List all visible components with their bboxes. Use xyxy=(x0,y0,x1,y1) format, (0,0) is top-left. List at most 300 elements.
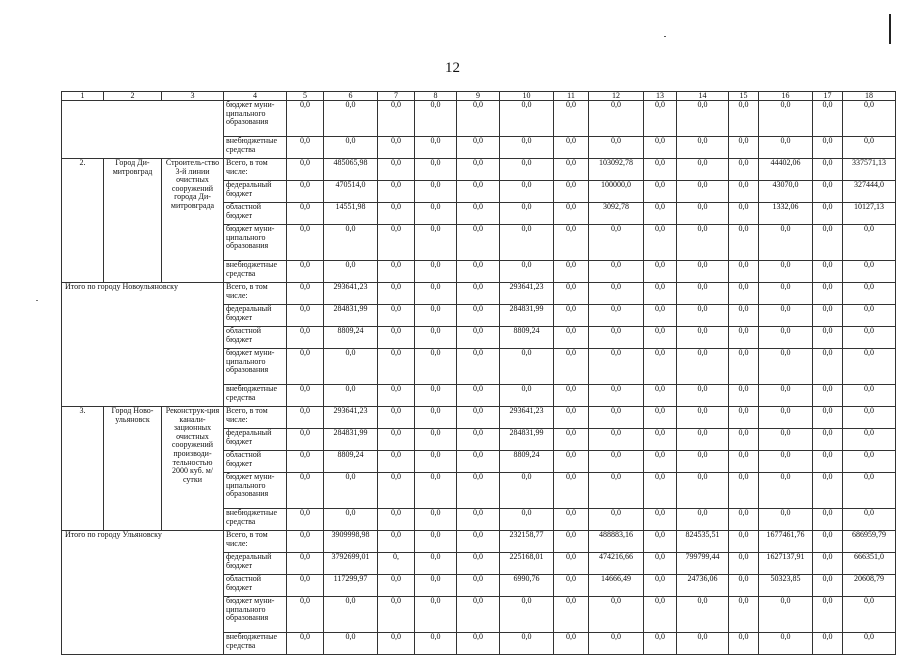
value-cell: 0,0 xyxy=(457,181,500,203)
value-cell: 0,0 xyxy=(644,451,677,473)
value-cell: 0,0 xyxy=(813,575,843,597)
table-row xyxy=(62,407,896,429)
value-cell: 0,0 xyxy=(500,159,554,181)
value-cell: 0,0 xyxy=(378,633,415,655)
column-number: 4 xyxy=(224,92,287,101)
value-cell: 0,0 xyxy=(415,407,457,429)
value-cell: 6990,76 xyxy=(500,575,554,597)
item-project: Строитель-ство 3-й линии очистных сооружений города Ди-митровграда xyxy=(162,159,224,283)
value-cell: 10127,13 xyxy=(843,203,896,225)
item-project: Реконструк-ция канали-зационных очистных сооружений производи-тельностью 2000 куб. м/сутки xyxy=(162,407,224,531)
value-cell: 0,0 xyxy=(378,349,415,385)
value-cell: 0,0 xyxy=(589,225,644,261)
column-number: 6 xyxy=(324,92,378,101)
value-cell: 0,0 xyxy=(813,385,843,407)
value-cell: 0,0 xyxy=(554,451,589,473)
value-cell: 0,0 xyxy=(644,327,677,349)
value-cell: 0,0 xyxy=(554,633,589,655)
value-cell: 0,0 xyxy=(677,159,729,181)
value-cell: 0,0 xyxy=(813,531,843,553)
value-cell: 0,0 xyxy=(457,597,500,633)
value-cell: 0,0 xyxy=(729,101,759,137)
value-cell: 0,0 xyxy=(457,349,500,385)
value-cell: 0,0 xyxy=(729,531,759,553)
value-cell: 0,0 xyxy=(287,385,324,407)
value-cell: 0,0 xyxy=(554,575,589,597)
funding-source: федеральный бюджет xyxy=(224,553,287,575)
page-edge-mark xyxy=(889,14,891,44)
value-cell: 0,0 xyxy=(378,451,415,473)
value-cell: 0,0 xyxy=(813,137,843,159)
scan-speck xyxy=(664,36,666,37)
value-cell: 0,0 xyxy=(378,203,415,225)
group-total-title: Итого по городу Новоульяновску xyxy=(62,283,224,407)
value-cell: 0,0 xyxy=(677,385,729,407)
value-cell: 293641,23 xyxy=(500,283,554,305)
value-cell: 0,0 xyxy=(729,553,759,575)
value-cell: 0,0 xyxy=(457,473,500,509)
value-cell: 0,0 xyxy=(457,509,500,531)
value-cell: 0,0 xyxy=(287,225,324,261)
value-cell: 0,0 xyxy=(378,159,415,181)
value-cell: 0,0 xyxy=(457,305,500,327)
value-cell: 0,0 xyxy=(677,203,729,225)
funding-source: областной бюджет xyxy=(224,451,287,473)
value-cell: 0,0 xyxy=(457,283,500,305)
value-cell: 0,0 xyxy=(813,553,843,575)
value-cell: 0,0 xyxy=(729,575,759,597)
value-cell: 0,0 xyxy=(589,327,644,349)
value-cell: 0,0 xyxy=(287,261,324,283)
column-number: 15 xyxy=(729,92,759,101)
value-cell: 0,0 xyxy=(677,597,729,633)
value-cell: 0,0 xyxy=(729,407,759,429)
value-cell: 43070,0 xyxy=(759,181,813,203)
value-cell: 0,0 xyxy=(759,305,813,327)
value-cell: 0,0 xyxy=(554,101,589,137)
value-cell: 0,0 xyxy=(843,385,896,407)
item-place: Город Ново-ульяновск xyxy=(104,407,162,531)
value-cell: 0,0 xyxy=(287,203,324,225)
value-cell: 0,0 xyxy=(415,553,457,575)
group-total-title: Итого по городу Ульяновску xyxy=(62,531,224,655)
value-cell: 0,0 xyxy=(415,327,457,349)
value-cell: 0,0 xyxy=(729,327,759,349)
funding-source: внебюджетные средства xyxy=(224,261,287,283)
funding-source: федеральный бюджет xyxy=(224,181,287,203)
column-number: 2 xyxy=(104,92,162,101)
value-cell: 44402,06 xyxy=(759,159,813,181)
value-cell: 0,0 xyxy=(677,349,729,385)
funding-source: бюджет муни-ципального образования xyxy=(224,101,287,137)
value-cell: 0,0 xyxy=(729,473,759,509)
value-cell: 0,0 xyxy=(729,597,759,633)
value-cell: 0,0 xyxy=(378,473,415,509)
value-cell: 0,0 xyxy=(644,305,677,327)
value-cell: 0,0 xyxy=(729,159,759,181)
value-cell: 0,0 xyxy=(644,349,677,385)
funding-source: бюджет муни-ципального образования xyxy=(224,349,287,385)
column-number: 18 xyxy=(843,92,896,101)
value-cell: 0,0 xyxy=(324,509,378,531)
funding-source: Всего, в том числе: xyxy=(224,159,287,181)
value-cell: 0,0 xyxy=(843,407,896,429)
value-cell: 0,0 xyxy=(759,283,813,305)
value-cell: 0,0 xyxy=(644,261,677,283)
value-cell: 0,0 xyxy=(324,101,378,137)
value-cell: 470514,0 xyxy=(324,181,378,203)
value-cell: 0,0 xyxy=(500,181,554,203)
value-cell: 0,0 xyxy=(589,305,644,327)
value-cell: 0,0 xyxy=(554,137,589,159)
column-number: 12 xyxy=(589,92,644,101)
value-cell: 0,0 xyxy=(644,181,677,203)
value-cell: 0,0 xyxy=(843,509,896,531)
value-cell: 0,0 xyxy=(644,283,677,305)
value-cell: 0,0 xyxy=(554,225,589,261)
value-cell: 0,0 xyxy=(457,327,500,349)
value-cell: 0,0 xyxy=(813,597,843,633)
value-cell: 0,0 xyxy=(813,203,843,225)
value-cell: 0,0 xyxy=(415,473,457,509)
value-cell: 0,0 xyxy=(324,137,378,159)
value-cell: 0,0 xyxy=(554,261,589,283)
value-cell: 0,0 xyxy=(500,633,554,655)
funding-source: бюджет муни-ципального образования xyxy=(224,597,287,633)
value-cell: 0,0 xyxy=(759,407,813,429)
value-cell: 0,0 xyxy=(324,633,378,655)
value-cell: 0,0 xyxy=(729,203,759,225)
value-cell: 0,0 xyxy=(287,429,324,451)
column-number: 17 xyxy=(813,92,843,101)
value-cell: 0,0 xyxy=(677,429,729,451)
value-cell: 0,0 xyxy=(677,181,729,203)
value-cell: 0,0 xyxy=(813,261,843,283)
value-cell: 0,0 xyxy=(759,261,813,283)
value-cell: 0,0 xyxy=(324,349,378,385)
value-cell: 0,0 xyxy=(415,137,457,159)
column-number: 3 xyxy=(162,92,224,101)
value-cell: 0,0 xyxy=(759,327,813,349)
value-cell: 0,0 xyxy=(378,385,415,407)
value-cell: 1332,06 xyxy=(759,203,813,225)
value-cell: 0,0 xyxy=(589,101,644,137)
value-cell: 0,0 xyxy=(554,181,589,203)
value-cell: 0,0 xyxy=(554,327,589,349)
value-cell: 225168,01 xyxy=(500,553,554,575)
value-cell: 0,0 xyxy=(378,283,415,305)
value-cell: 0,0 xyxy=(554,407,589,429)
value-cell: 0,0 xyxy=(589,429,644,451)
value-cell: 0,0 xyxy=(677,327,729,349)
value-cell: 0,0 xyxy=(813,509,843,531)
value-cell: 8809,24 xyxy=(500,327,554,349)
value-cell: 0,0 xyxy=(378,181,415,203)
value-cell: 0,0 xyxy=(457,407,500,429)
value-cell: 0,0 xyxy=(287,137,324,159)
value-cell: 0,0 xyxy=(813,633,843,655)
value-cell: 0,0 xyxy=(813,283,843,305)
value-cell: 0,0 xyxy=(677,451,729,473)
value-cell: 0,0 xyxy=(415,385,457,407)
funding-source: Всего, в том числе: xyxy=(224,531,287,553)
value-cell: 666351,0 xyxy=(843,553,896,575)
value-cell: 0,0 xyxy=(677,473,729,509)
column-number: 13 xyxy=(644,92,677,101)
value-cell: 3909998,98 xyxy=(324,531,378,553)
value-cell: 0,0 xyxy=(729,283,759,305)
value-cell: 0,0 xyxy=(589,385,644,407)
value-cell: 0,0 xyxy=(644,597,677,633)
value-cell: 0,0 xyxy=(415,181,457,203)
value-cell: 293641,23 xyxy=(324,407,378,429)
value-cell: 0,0 xyxy=(759,633,813,655)
value-cell: 0,0 xyxy=(287,553,324,575)
value-cell: 0,0 xyxy=(500,473,554,509)
value-cell: 0,0 xyxy=(644,203,677,225)
value-cell: 0,0 xyxy=(589,633,644,655)
value-cell: 0,0 xyxy=(415,225,457,261)
value-cell: 284831,99 xyxy=(324,305,378,327)
value-cell: 0,0 xyxy=(729,429,759,451)
funding-source: внебюджетные средства xyxy=(224,633,287,655)
value-cell: 293641,23 xyxy=(500,407,554,429)
value-cell: 117299,97 xyxy=(324,575,378,597)
value-cell: 14551,98 xyxy=(324,203,378,225)
value-cell: 0,0 xyxy=(677,137,729,159)
value-cell: 0,0 xyxy=(554,385,589,407)
value-cell: 0,0 xyxy=(644,385,677,407)
value-cell: 0,0 xyxy=(589,451,644,473)
value-cell: 0,0 xyxy=(287,181,324,203)
value-cell: 0,0 xyxy=(843,283,896,305)
value-cell: 8809,24 xyxy=(324,327,378,349)
value-cell: 0,0 xyxy=(554,553,589,575)
funding-source: Всего, в том числе: xyxy=(224,283,287,305)
value-cell: 0,0 xyxy=(287,101,324,137)
value-cell: 0,0 xyxy=(759,101,813,137)
value-cell: 0,0 xyxy=(378,261,415,283)
value-cell: 0,0 xyxy=(589,283,644,305)
value-cell: 0,0 xyxy=(287,159,324,181)
column-number: 5 xyxy=(287,92,324,101)
value-cell: 0,0 xyxy=(378,407,415,429)
value-cell: 0,0 xyxy=(287,451,324,473)
value-cell: 0,0 xyxy=(415,101,457,137)
value-cell: 0,0 xyxy=(843,451,896,473)
value-cell: 0,0 xyxy=(500,137,554,159)
value-cell: 0,0 xyxy=(813,159,843,181)
value-cell: 0,0 xyxy=(813,429,843,451)
value-cell: 0,0 xyxy=(457,137,500,159)
funding-source: федеральный бюджет xyxy=(224,429,287,451)
value-cell: 0,0 xyxy=(457,203,500,225)
value-cell: 100000,0 xyxy=(589,181,644,203)
value-cell: 0,0 xyxy=(644,429,677,451)
value-cell: 0,0 xyxy=(759,385,813,407)
value-cell: 0,0 xyxy=(589,261,644,283)
value-cell: 0,0 xyxy=(589,509,644,531)
value-cell: 0,0 xyxy=(729,509,759,531)
page-number: 12 xyxy=(445,60,460,76)
column-number: 1 xyxy=(62,92,104,101)
value-cell: 0,0 xyxy=(813,181,843,203)
value-cell: 24736,06 xyxy=(677,575,729,597)
value-cell: 0,0 xyxy=(415,451,457,473)
value-cell: 0,0 xyxy=(287,575,324,597)
value-cell: 0,0 xyxy=(813,407,843,429)
value-cell: 0,0 xyxy=(287,407,324,429)
value-cell: 0,0 xyxy=(378,429,415,451)
value-cell: 0,0 xyxy=(415,159,457,181)
value-cell: 0,0 xyxy=(415,597,457,633)
value-cell: 0,0 xyxy=(500,509,554,531)
value-cell: 0,0 xyxy=(677,509,729,531)
value-cell: 0,0 xyxy=(589,407,644,429)
value-cell: 0,0 xyxy=(500,349,554,385)
value-cell: 0,0 xyxy=(759,509,813,531)
value-cell: 0,0 xyxy=(843,101,896,137)
value-cell: 0,0 xyxy=(729,385,759,407)
value-cell: 0,0 xyxy=(813,451,843,473)
scan-speck xyxy=(36,300,38,301)
value-cell: 0,0 xyxy=(378,531,415,553)
value-cell: 0,0 xyxy=(554,531,589,553)
value-cell: 0,0 xyxy=(813,349,843,385)
table-row xyxy=(62,531,896,553)
value-cell: 0,0 xyxy=(677,407,729,429)
value-cell: 232158,77 xyxy=(500,531,554,553)
value-cell: 0,0 xyxy=(457,385,500,407)
value-cell: 0,0 xyxy=(644,633,677,655)
value-cell: 337571,13 xyxy=(843,159,896,181)
value-cell: 0,0 xyxy=(287,509,324,531)
value-cell: 0,0 xyxy=(554,159,589,181)
value-cell: 0,0 xyxy=(813,101,843,137)
value-cell: 0,0 xyxy=(644,159,677,181)
funding-source: областной бюджет xyxy=(224,203,287,225)
value-cell: 0,0 xyxy=(644,101,677,137)
value-cell: 0,0 xyxy=(843,225,896,261)
value-cell: 0,0 xyxy=(457,101,500,137)
value-cell: 0,0 xyxy=(287,633,324,655)
value-cell: 0,0 xyxy=(324,385,378,407)
funding-source: бюджет муни-ципального образования xyxy=(224,225,287,261)
value-cell: 0,0 xyxy=(677,633,729,655)
value-cell: 0,0 xyxy=(500,203,554,225)
value-cell: 0,0 xyxy=(378,305,415,327)
value-cell: 0,0 xyxy=(729,261,759,283)
value-cell: 0,0 xyxy=(457,429,500,451)
value-cell: 0,0 xyxy=(759,349,813,385)
value-cell: 0,0 xyxy=(644,553,677,575)
value-cell: 0,0 xyxy=(729,137,759,159)
value-cell: 0,0 xyxy=(759,597,813,633)
table-row xyxy=(62,283,896,305)
funding-source: областной бюджет xyxy=(224,327,287,349)
value-cell: 0,0 xyxy=(287,327,324,349)
value-cell: 0,0 xyxy=(554,305,589,327)
value-cell: 0,0 xyxy=(500,597,554,633)
column-number: 7 xyxy=(378,92,415,101)
value-cell: 0,0 xyxy=(415,349,457,385)
value-cell: 0,0 xyxy=(324,225,378,261)
value-cell: 327444,0 xyxy=(843,181,896,203)
value-cell: 20608,79 xyxy=(843,575,896,597)
value-cell: 0,0 xyxy=(287,283,324,305)
value-cell: 0,0 xyxy=(644,509,677,531)
value-cell: 0,0 xyxy=(415,509,457,531)
funding-source: внебюджетные средства xyxy=(224,137,287,159)
value-cell: 0,0 xyxy=(457,531,500,553)
value-cell: 0,0 xyxy=(644,575,677,597)
value-cell: 0,0 xyxy=(415,575,457,597)
value-cell: 0,0 xyxy=(729,349,759,385)
value-cell: 103092,78 xyxy=(589,159,644,181)
value-cell: 0,0 xyxy=(589,349,644,385)
value-cell: 0,0 xyxy=(644,225,677,261)
value-cell: 0,0 xyxy=(415,283,457,305)
value-cell: 0,0 xyxy=(554,203,589,225)
value-cell: 0,0 xyxy=(759,451,813,473)
value-cell: 0,0 xyxy=(554,429,589,451)
value-cell: 824535,51 xyxy=(677,531,729,553)
column-number: 8 xyxy=(415,92,457,101)
value-cell: 0,0 xyxy=(813,327,843,349)
column-number: 16 xyxy=(759,92,813,101)
value-cell: 0,0 xyxy=(415,633,457,655)
funding-source: федеральный бюджет xyxy=(224,305,287,327)
value-cell: 0,0 xyxy=(843,473,896,509)
value-cell: 0,0 xyxy=(554,597,589,633)
value-cell: 3792699,01 xyxy=(324,553,378,575)
value-cell: 0,0 xyxy=(378,225,415,261)
table-row xyxy=(62,159,896,181)
value-cell: 0,0 xyxy=(729,305,759,327)
value-cell: 0,0 xyxy=(644,473,677,509)
value-cell: 0,0 xyxy=(500,261,554,283)
value-cell: 0,0 xyxy=(729,225,759,261)
value-cell: 0,0 xyxy=(415,203,457,225)
value-cell: 488883,16 xyxy=(589,531,644,553)
value-cell: 0,0 xyxy=(378,575,415,597)
column-number: 11 xyxy=(554,92,589,101)
table-body xyxy=(62,92,896,655)
column-number-row xyxy=(62,92,896,101)
value-cell: 0,0 xyxy=(759,473,813,509)
funding-source: внебюджетные средства xyxy=(224,509,287,531)
value-cell: 0,0 xyxy=(324,597,378,633)
funding-source: бюджет муни-ципального образования xyxy=(224,473,287,509)
table-row xyxy=(62,101,896,137)
value-cell: 0,0 xyxy=(759,429,813,451)
value-cell: 799799,44 xyxy=(677,553,729,575)
value-cell: 0,0 xyxy=(554,283,589,305)
value-cell: 0,0 xyxy=(500,385,554,407)
value-cell: 14666,49 xyxy=(589,575,644,597)
value-cell: 0,0 xyxy=(589,597,644,633)
value-cell: 0,0 xyxy=(677,261,729,283)
value-cell: 0,0 xyxy=(378,509,415,531)
value-cell: 0,0 xyxy=(843,137,896,159)
value-cell: 0,0 xyxy=(457,159,500,181)
value-cell: 0,0 xyxy=(287,473,324,509)
value-cell: 0,0 xyxy=(415,429,457,451)
value-cell: 1627137,91 xyxy=(759,553,813,575)
value-cell: 474216,66 xyxy=(589,553,644,575)
value-cell: 0,0 xyxy=(554,509,589,531)
value-cell: 0,0 xyxy=(729,451,759,473)
